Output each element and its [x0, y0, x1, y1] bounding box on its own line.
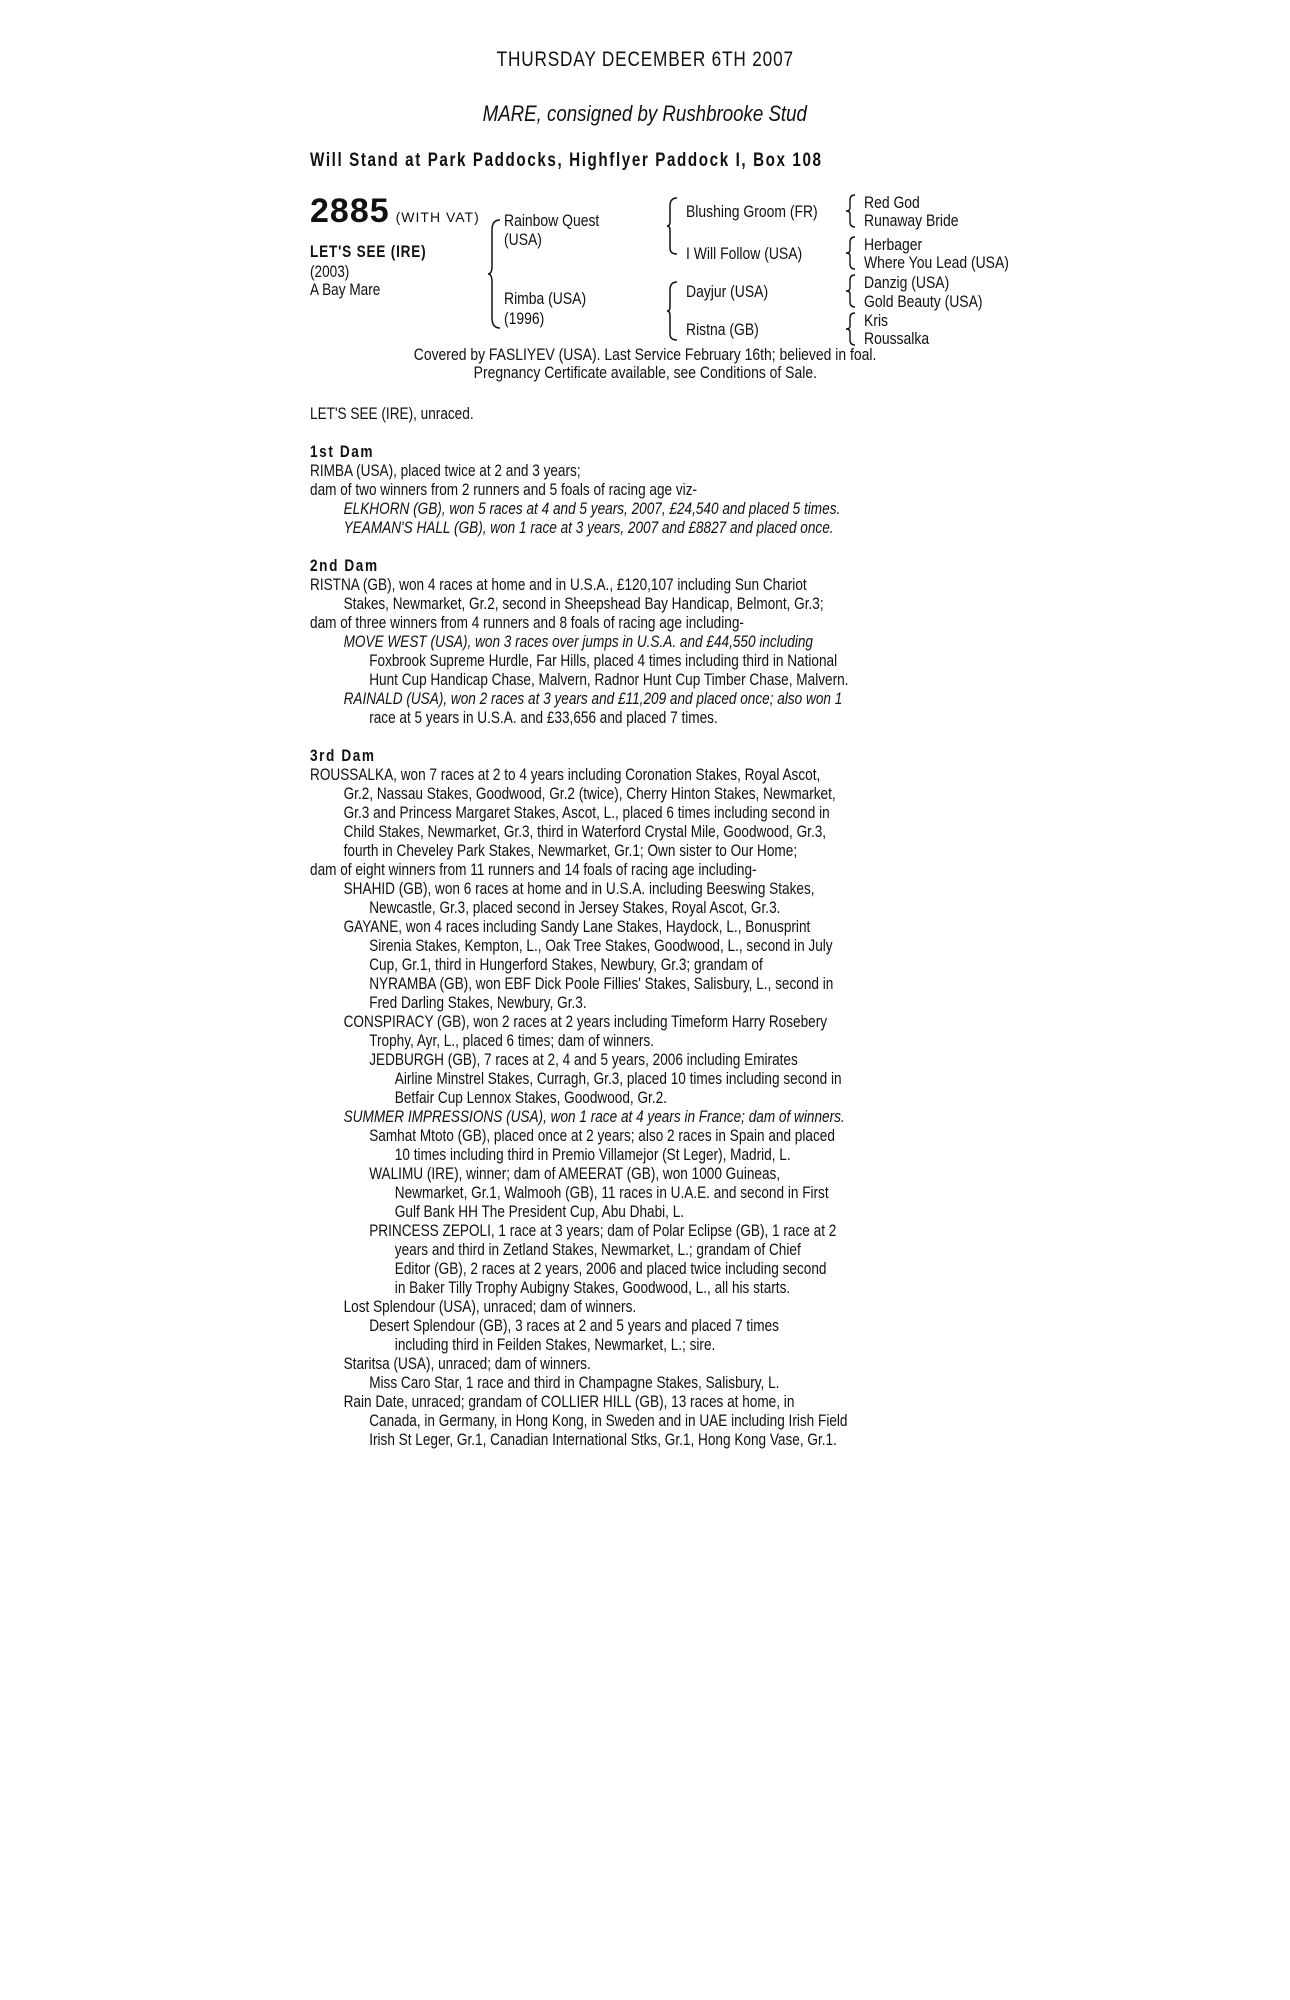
- pedigree-sd: I Will Follow (USA): [686, 244, 803, 263]
- pedigree-body: [310, 404, 1070, 1449]
- pedigree-ddd: Roussalka: [864, 329, 930, 348]
- third-dam-line: years and third in Zetland Stakes, Newmarket, L.; grandam of Chief: [394, 1240, 801, 1259]
- covered-notice: Covered by FASLIYEV (USA). Last Service February 16th; believed in foal. Pregnancy Certificate available, see Conditions of Sale.: [413, 345, 877, 382]
- intro-line: LET'S SEE (IRE), unraced.: [310, 404, 474, 423]
- lot-number: 2885: [310, 192, 390, 230]
- horse-description: A Bay Mare: [310, 280, 381, 299]
- third-dam-line: in Baker Tilly Trophy Aubigny Stakes, Goodwood, L., all his starts.: [394, 1278, 791, 1297]
- pedigree-dam-year: (1996): [504, 309, 545, 328]
- third-dam-line: Irish St Leger, Gr.1, Canadian International Stks, Gr.1, Hong Kong Vase, Gr.1.: [369, 1430, 837, 1449]
- third-dam-line: Sirenia Stakes, Kempton, L., Oak Tree Stakes, Goodwood, L., second in July: [369, 936, 833, 955]
- third-dam-line: Desert Splendour (GB), 3 races at 2 and 5 years and placed 7 times: [369, 1316, 779, 1335]
- third-dam-line: fourth in Cheveley Park Stakes, Newmarket, Gr.1; Own sister to Our Home;: [343, 841, 798, 860]
- lot-vat: (WITH VAT): [395, 209, 480, 225]
- third-dam-line: NYRAMBA (GB), won EBF Dick Poole Fillies' Stakes, Salisbury, L., second in: [369, 974, 834, 993]
- first-dam-progeny: ELKHORN (GB), won 5 races at 4 and 5 years, 2007, £24,540 and placed 5 times.: [343, 499, 841, 518]
- third-dam-line: GAYANE, won 4 races including Sandy Lane Stakes, Haydock, L., Bonusprint: [343, 917, 811, 936]
- third-dam-line: JEDBURGH (GB), 7 races at 2, 4 and 5 years, 2006 including Emirates: [369, 1050, 798, 1069]
- pedigree-dd: Ristna (GB): [686, 320, 759, 339]
- horse-name: LET'S SEE (IRE): [310, 242, 427, 261]
- third-dam-line: Gr.2, Nassau Stakes, Goodwood, Gr.2 (twice), Cherry Hinton Stakes, Newmarket,: [343, 784, 836, 803]
- pedigree-dds: Kris: [864, 311, 889, 330]
- third-dam-line: WALIMU (IRE), winner; dam of AMEERAT (GB), won 1000 Guineas,: [369, 1164, 781, 1183]
- third-dam-line: SHAHID (GB), won 6 races at home and in U.S.A. including Beeswing Stakes,: [343, 879, 815, 898]
- pedigree-sire-country: (USA): [504, 230, 542, 249]
- consignor-line: MARE, consigned by Rushbrooke Stud: [482, 101, 808, 126]
- third-dam-line: CONSPIRACY (GB), won 2 races at 2 years including Timeform Harry Rosebery: [343, 1012, 828, 1031]
- third-dam-line: Lost Splendour (USA), unraced; dam of winners.: [343, 1297, 637, 1316]
- pedigree-brace-ss: [846, 193, 856, 229]
- third-dam-line: Betfair Cup Lennox Stakes, Goodwood, Gr.2.: [394, 1088, 667, 1107]
- second-dam-line: RISTNA (GB), won 4 races at home and in U.S.A., £120,107 including Sun Chariot: [310, 575, 807, 594]
- second-dam-heading: 2nd Dam: [310, 556, 379, 575]
- second-dam-line: Foxbrook Supreme Hurdle, Far Hills, placed 4 times including third in National: [369, 651, 838, 670]
- third-dam-line: Trophy, Ayr, L., placed 6 times; dam of winners.: [369, 1031, 654, 1050]
- third-dam-line: SUMMER IMPRESSIONS (USA), won 1 race at 4 years in France; dam of winners.: [343, 1107, 845, 1126]
- third-dam-line: 10 times including third in Premio Villamejor (St Leger), Madrid, L.: [394, 1145, 791, 1164]
- third-dam-line: ROUSSALKA, won 7 races at 2 to 4 years including Coronation Stakes, Royal Ascot,: [310, 765, 821, 784]
- pedigree-brace-ds: [846, 273, 856, 309]
- pedigree-brace-main: [488, 218, 502, 330]
- third-dam-line: Samhat Mtoto (GB), placed once at 2 years; also 2 races in Spain and placed: [369, 1126, 835, 1145]
- third-dam-line: Fred Darling Stakes, Newbury, Gr.3.: [369, 993, 587, 1012]
- horse-year: (2003): [310, 262, 350, 281]
- second-dam-line: Stakes, Newmarket, Gr.2, second in Sheepshead Bay Handicap, Belmont, Gr.3;: [343, 594, 824, 613]
- pedigree-ssd: Runaway Bride: [864, 211, 959, 230]
- pedigree-brace-sire: [667, 196, 679, 256]
- pedigree-dsd: Gold Beauty (USA): [864, 292, 983, 311]
- third-dam-line: Newmarket, Gr.1, Walmooh (GB), 11 races in U.A.E. and second in First: [394, 1183, 829, 1202]
- pedigree-sds: Herbager: [864, 235, 923, 254]
- first-dam-heading: 1st Dam: [310, 442, 375, 461]
- third-dam-line: Canada, in Germany, in Hong Kong, in Sweden and in UAE including Irish Field: [369, 1411, 848, 1430]
- pedigree-brace-sd: [846, 235, 856, 271]
- third-dam-line: Staritsa (USA), unraced; dam of winners.: [343, 1354, 591, 1373]
- third-dam-line: Gulf Bank HH The President Cup, Abu Dhabi, L.: [394, 1202, 685, 1221]
- pedigree-sdd: Where You Lead (USA): [864, 253, 1009, 272]
- second-dam-line: dam of three winners from 4 runners and 8 foals of racing age including-: [310, 613, 744, 632]
- third-dam-line: Cup, Gr.1, third in Hungerford Stakes, Newbury, Gr.3; grandam of: [369, 955, 763, 974]
- pedigree-brace-dam: [667, 280, 679, 342]
- sale-date: THURSDAY DECEMBER 6TH 2007: [496, 48, 794, 71]
- pedigree-ss: Blushing Groom (FR): [686, 202, 818, 221]
- stand-location: Will Stand at Park Paddocks, Highflyer Paddock I, Box 108: [310, 150, 823, 171]
- third-dam-line: Gr.3 and Princess Margaret Stakes, Ascot, L., placed 6 times including second in: [343, 803, 830, 822]
- third-dam-line: Child Stakes, Newmarket, Gr.3, third in Waterford Crystal Mile, Goodwood, Gr.3,: [343, 822, 827, 841]
- second-dam-line: MOVE WEST (USA), won 3 races over jumps in U.S.A. and £44,550 including: [343, 632, 813, 651]
- third-dam-line: Newcastle, Gr.3, placed second in Jersey Stakes, Royal Ascot, Gr.3.: [369, 898, 781, 917]
- third-dam-line: dam of eight winners from 11 runners and 14 foals of racing age including-: [310, 860, 757, 879]
- third-dam-line: Editor (GB), 2 races at 2 years, 2006 and placed twice including second: [394, 1259, 827, 1278]
- pedigree-dss: Danzig (USA): [864, 273, 950, 292]
- first-dam-progeny: YEAMAN'S HALL (GB), won 1 race at 3 years, 2007 and £8827 and placed once.: [343, 518, 834, 537]
- second-dam-line: Hunt Cup Handicap Chase, Malvern, Radnor Hunt Cup Timber Chase, Malvern.: [369, 670, 849, 689]
- pedigree-brace-dd: [846, 311, 856, 347]
- third-dam-line: including third in Feilden Stakes, Newmarket, L.; sire.: [394, 1335, 716, 1354]
- second-dam-line: race at 5 years in U.S.A. and £33,656 and placed 7 times.: [369, 708, 718, 727]
- third-dam-heading: 3rd Dam: [310, 746, 376, 765]
- first-dam-line: dam of two winners from 2 runners and 5 foals of racing age viz-: [310, 480, 698, 499]
- third-dam-line: Rain Date, unraced; grandam of COLLIER HILL (GB), 13 races at home, in: [343, 1392, 795, 1411]
- third-dam-line: Airline Minstrel Stakes, Curragh, Gr.3, placed 10 times including second in: [394, 1069, 842, 1088]
- pedigree-sire: Rainbow Quest: [504, 211, 600, 230]
- pedigree-ds: Dayjur (USA): [686, 282, 769, 301]
- third-dam-line: PRINCESS ZEPOLI, 1 race at 3 years; dam of Polar Eclipse (GB), 1 race at 2: [369, 1221, 837, 1240]
- first-dam-line: RIMBA (USA), placed twice at 2 and 3 years;: [310, 461, 581, 480]
- lot-number-block: [310, 192, 480, 231]
- pedigree-dam: Rimba (USA): [504, 289, 587, 308]
- third-dam-line: Miss Caro Star, 1 race and third in Champagne Stakes, Salisbury, L.: [369, 1373, 780, 1392]
- pedigree-sss: Red God: [864, 193, 920, 212]
- second-dam-line: RAINALD (USA), won 2 races at 3 years and £11,209 and placed once; also won 1: [343, 689, 843, 708]
